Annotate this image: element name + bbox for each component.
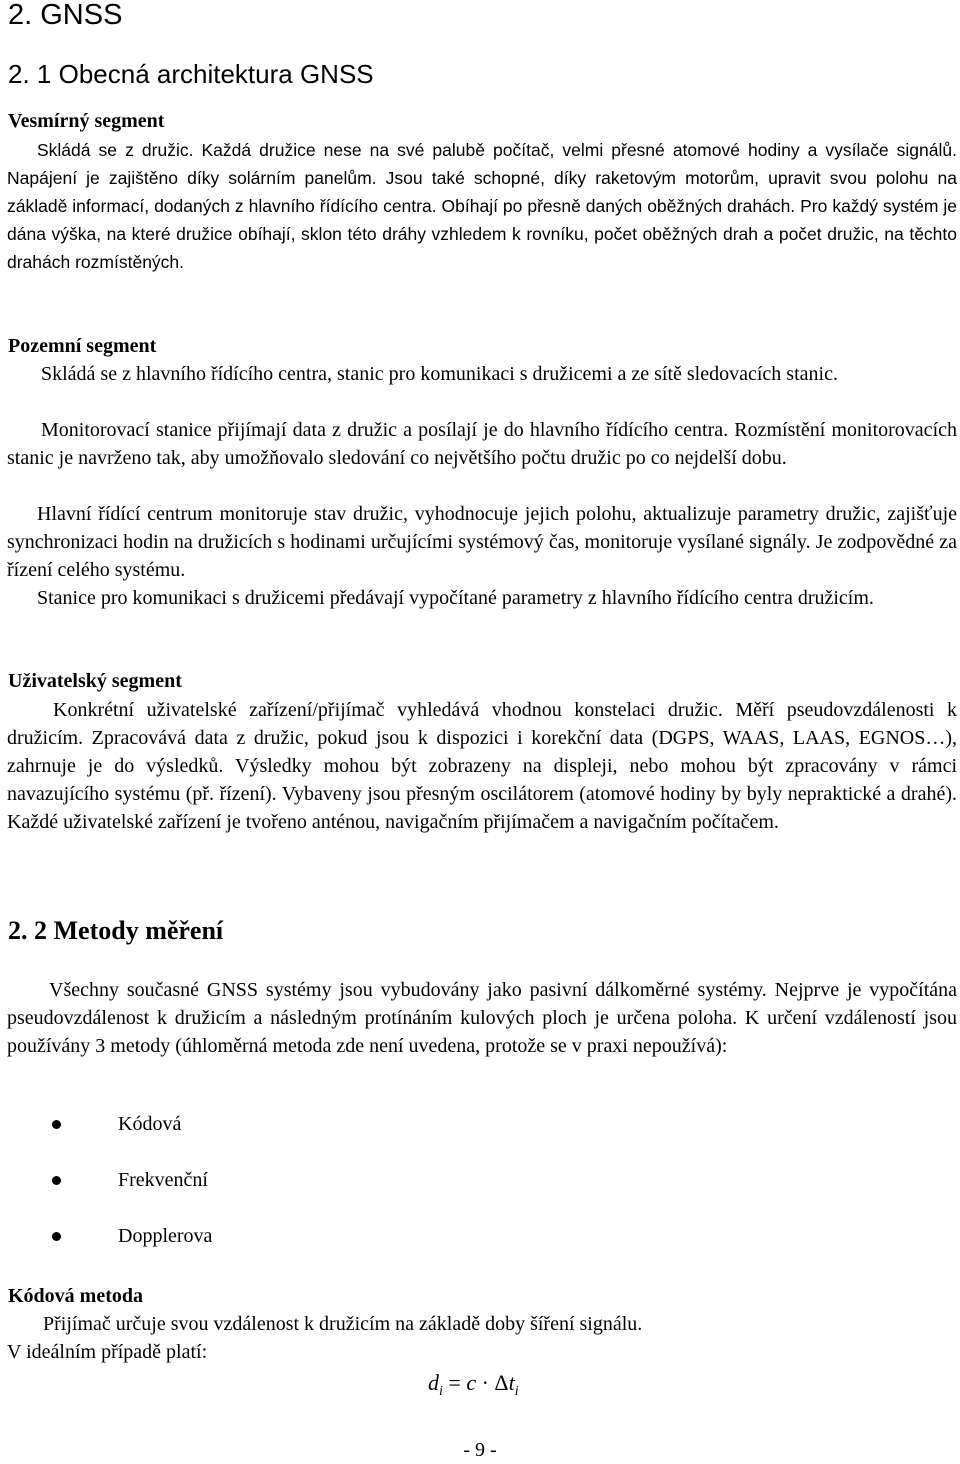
ground-segment-paragraph-4: Stanice pro komunikaci s družicemi předávají vypočítané parametry z hlavního řídícího centra družicím. bbox=[37, 587, 874, 609]
user-segment-heading: Uživatelský segment bbox=[8, 670, 182, 692]
ground-segment-paragraph-2: Monitorovací stanice přijímají data z družic a posílají je do hlavního řídícího centra. Rozmístění monitorovacích stanic je navrženo tak, aby umožňovalo sledování co největšího počtu družic po co nejdelší dobu. bbox=[7, 419, 957, 469]
formula-d-subscript: i bbox=[439, 1384, 443, 1399]
code-method-ideal-case: V ideálním případě platí: bbox=[7, 1341, 208, 1363]
formula-c: c bbox=[466, 1370, 477, 1395]
list-item-label: Dopplerova bbox=[118, 1225, 213, 1247]
ground-segment-paragraph-1: Skládá se z hlavního řídícího centra, stanic pro komunikaci s družicemi a ze sítě sledovacích stanic. bbox=[41, 363, 838, 385]
bullet-icon bbox=[52, 1232, 61, 1241]
formula-delta: Δ bbox=[494, 1370, 509, 1395]
section-title-methods: 2. 2 Metody měření bbox=[8, 916, 224, 945]
space-segment-heading: Vesmírný segment bbox=[8, 110, 165, 132]
list-item-label: Frekvenční bbox=[118, 1169, 208, 1191]
bullet-icon bbox=[52, 1120, 61, 1129]
ground-segment-heading: Pozemní segment bbox=[8, 335, 157, 357]
formula-t: t bbox=[508, 1370, 515, 1395]
code-method-paragraph: Přijímač určuje svou vzdálenost k družicím na základě doby šíření signálu. bbox=[43, 1313, 643, 1335]
chapter-title: 2. GNSS bbox=[8, 0, 123, 31]
section-title-architecture: 2. 1 Obecná architektura GNSS bbox=[8, 59, 374, 89]
ground-segment-paragraph-3: Hlavní řídící centrum monitoruje stav družic, vyhodnocuje jejich polohu, aktualizuje parametry družic, zajišťuje synchronizaci hodin na družicích s hodinami určujícími systémový čas, monitoruje vysílané signály. Je zodpovědné za řízení celého systému. bbox=[7, 503, 957, 581]
formula-d: d bbox=[428, 1370, 439, 1395]
user-segment-paragraph: Konkrétní uživatelské zařízení/přijímač vyhledává vhodnou konstelaci družic. Měří pseudovzdálenosti k družicím. Zpracovává data z družic, pokud jsou k dispozici i korekční data (DGPS, WAAS, LAAS, EGNOS…), zahrnuje je do výsledků. Výsledky mohou být zobrazeny na displeji, nebo mohou být zpracovány v rámci navazujícího systému (př. řízení). Vybaveny jsou přesným oscilátorem (atomové hodiny by byly nepraktické a drahé). Každé uživatelské zařízení je tvořeno anténou, navigačním přijímačem a navigačním počítačem. bbox=[7, 699, 957, 833]
methods-intro-paragraph: Všechny současné GNSS systémy jsou vybudovány jako pasivní dálkoměrné systémy. Nejprve je vypočítána pseudovzdálenost k družicím a následným protínáním kulových ploch je určena poloha. K určení vzdáleností jsou používány 3 metody (úhloměrná metoda zde není uvedena, protože se v praxi nepoužívá): bbox=[7, 979, 957, 1057]
distance-formula bbox=[428, 1368, 519, 1407]
bullet-icon bbox=[52, 1176, 61, 1185]
formula-equals: = bbox=[448, 1370, 461, 1395]
page-number: - 9 - bbox=[463, 1439, 497, 1461]
formula-t-subscript: i bbox=[514, 1384, 519, 1399]
formula-dot: · bbox=[481, 1370, 489, 1395]
space-segment-paragraph: Skládá se z družic. Každá družice nese na své palubě počítač, velmi přesné atomové hodiny a vysílače signálů. Napájení je zajištěno díky solárním panelům. Jsou také schopné, díky raketovým motorům, upravit svou polohu na základě informací, dodaných z hlavního řídícího centra. Obíhají po přesně daných oběžných drahách. Pro každý systém je dána výška, na které družice obíhají, sklon této dráhy vzhledem k rovníku, počet oběžných drah a počet družic, na těchto drahách rozmístěných. bbox=[7, 140, 957, 272]
code-method-heading: Kódová metoda bbox=[8, 1285, 143, 1307]
list-item-label: Kódová bbox=[118, 1113, 182, 1135]
